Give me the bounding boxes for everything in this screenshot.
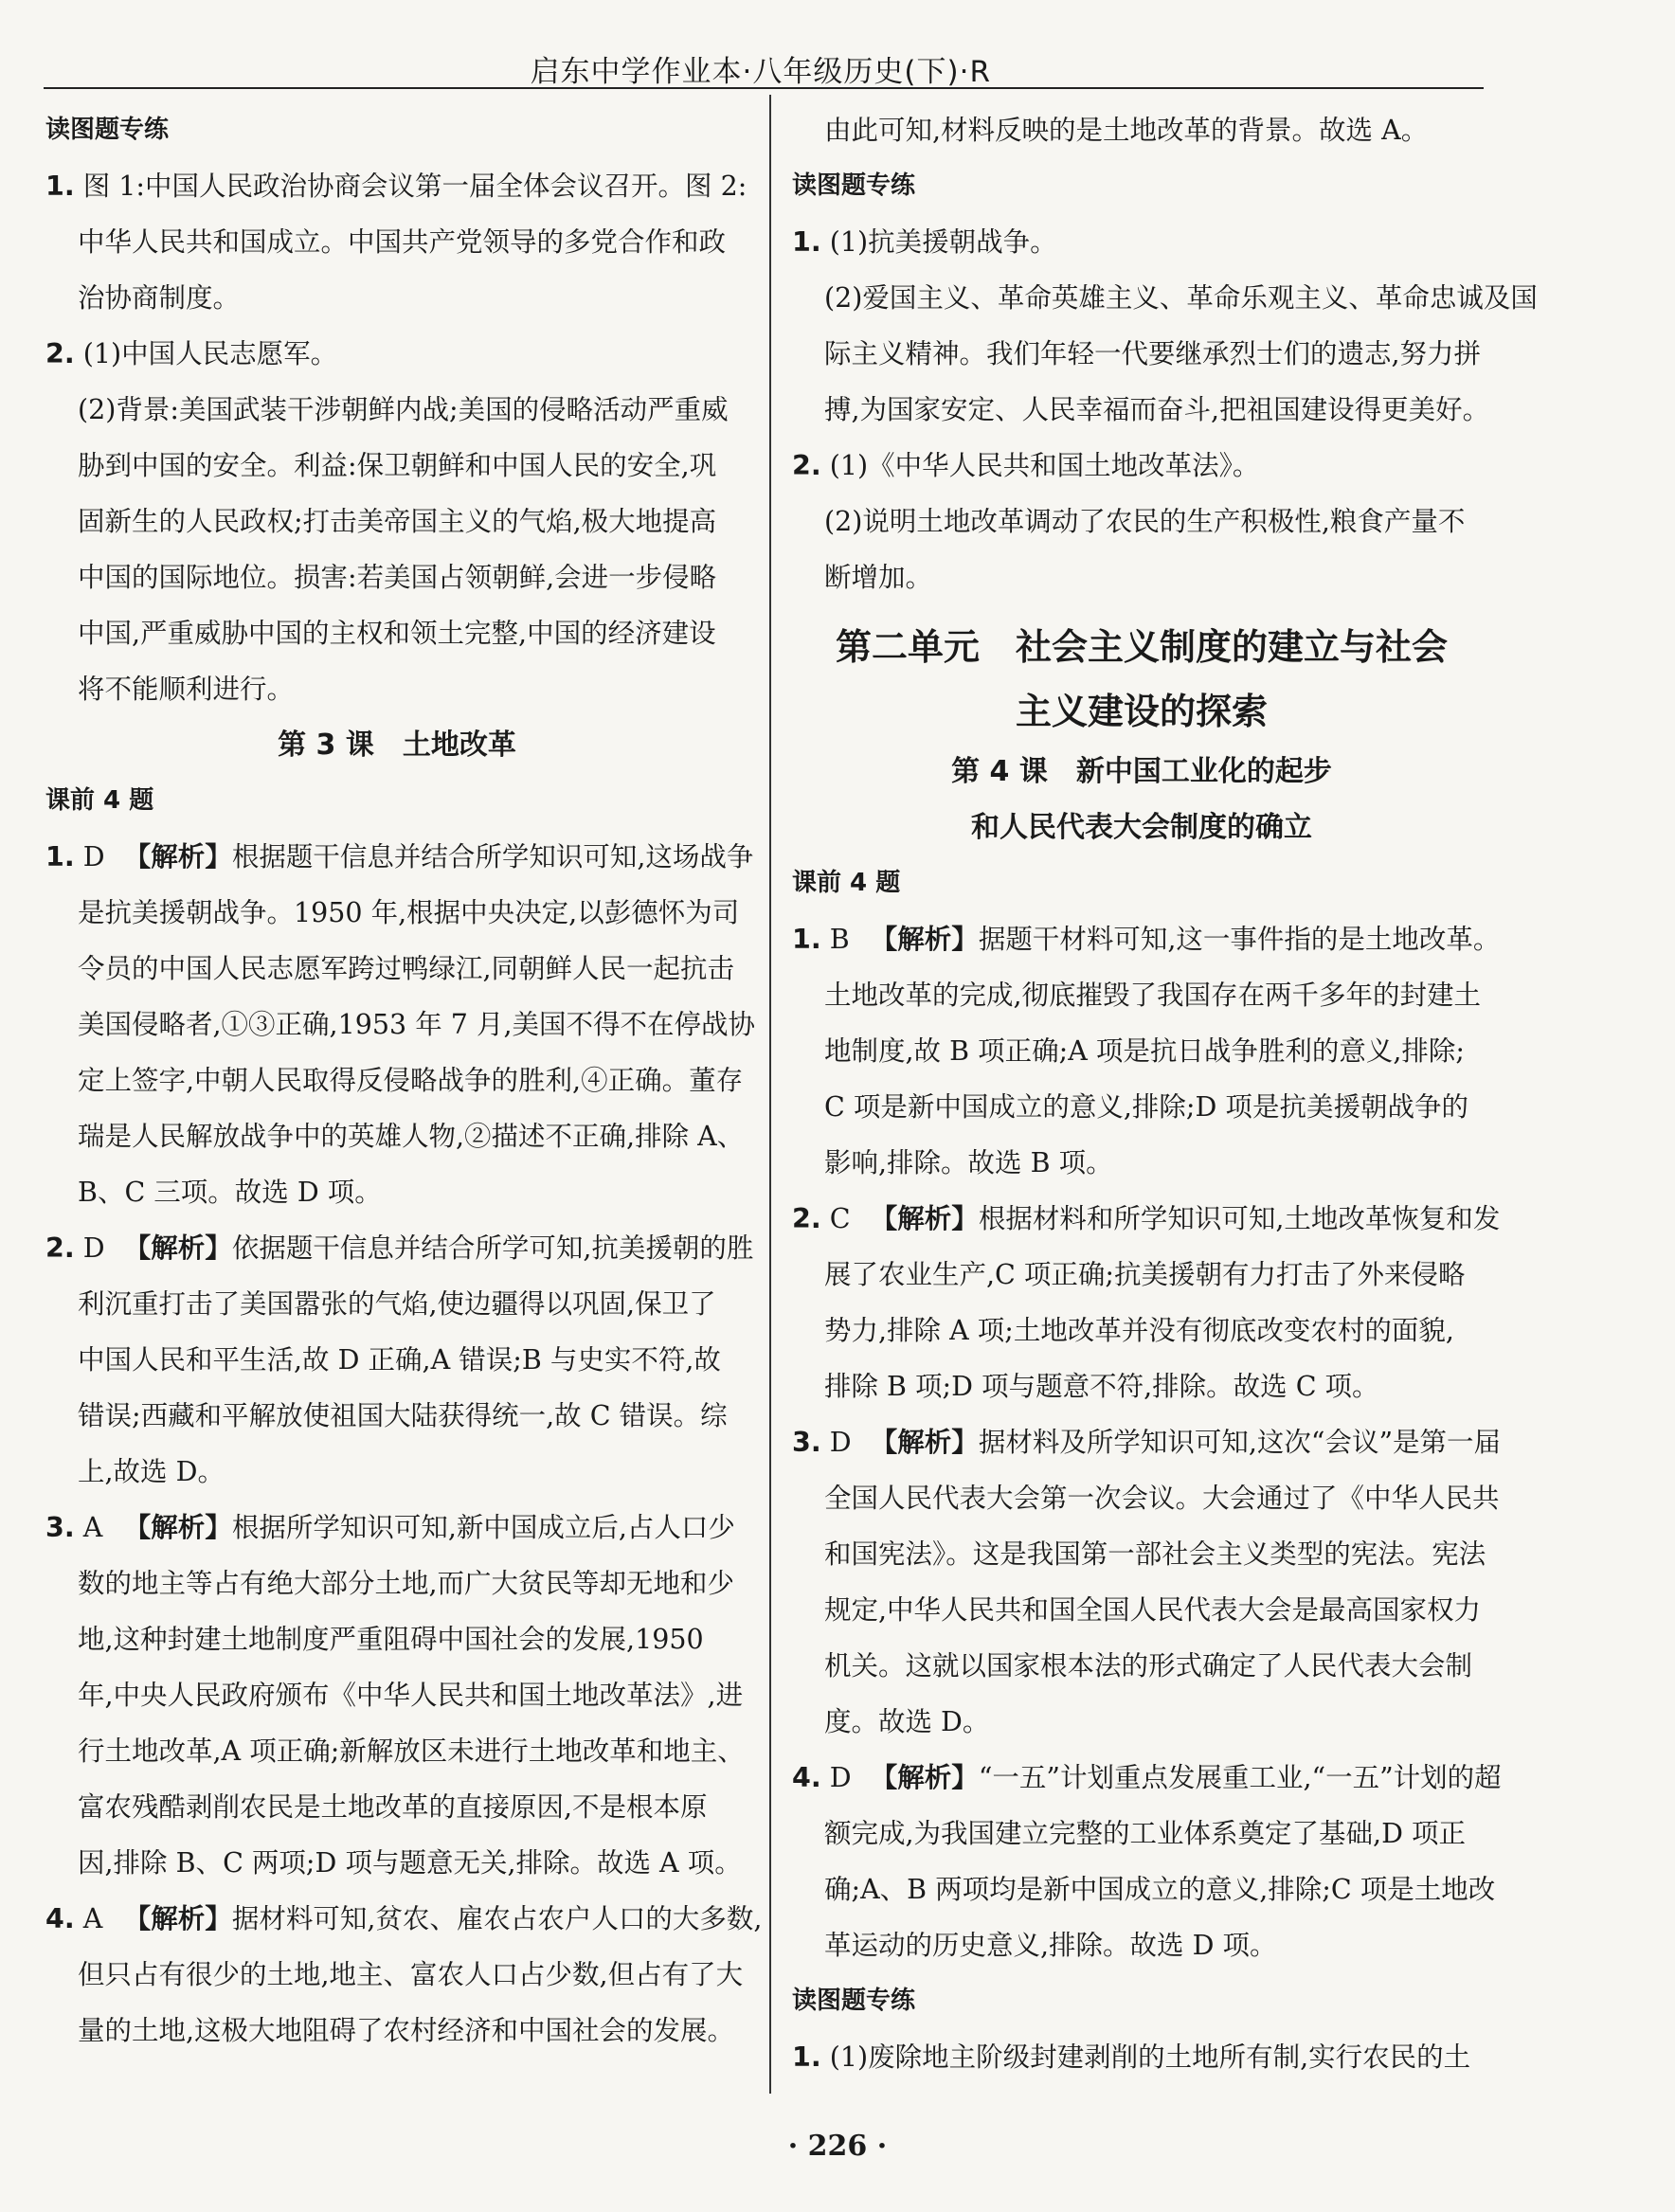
text-line: 排除 B 项;D 项与题意不符,排除。故选 C 项。: [824, 1371, 1379, 1402]
text-line: 据题干材料可知,这一事件指的是土地改革。: [978, 924, 1501, 955]
running-header: [44, 44, 1484, 89]
text-line: 机关。这就以国家根本法的形式确定了人民代表大会制: [824, 1650, 1473, 1681]
text-line: 胁到中国的安全。利益:保卫朝鲜和中国人民的安全,巩: [78, 450, 717, 481]
text-line: 地制度,故 B 项正确;A 项是抗日战争胜利的意义,排除;: [824, 1035, 1466, 1067]
text-line: 据材料及所学知识可知,这次“会议”是第一届: [978, 1427, 1502, 1458]
analysis-tag: 【解析】: [870, 1762, 979, 1793]
text-line: 据材料可知,贫农、雇农占农户人口的大多数,: [231, 1903, 763, 1934]
text-line: (2)背景:美国武装干涉朝鲜内战;美国的侵略活动严重威: [78, 394, 729, 425]
text-line: “一五”计划重点发展重工业,“一五”计划的超: [978, 1762, 1502, 1793]
text-line: (2)爱国主义、革命英雄主义、革命乐观主义、革命忠诚及国: [824, 282, 1538, 314]
unit-title-cont: 主义建设的探索: [1015, 691, 1268, 732]
question-item: [45, 326, 748, 717]
text-line: (2)说明土地改革调动了农民的生产积极性,粮食产量不: [824, 506, 1466, 537]
item-number: 4.: [792, 1762, 821, 1793]
item-number: 3.: [45, 1512, 75, 1543]
text-line: 数的地主等占有绝大部分土地,而广大贫民等却无地和少: [78, 1568, 735, 1599]
left-column: [45, 102, 763, 2059]
text-line: 量的土地,这极大地阻碍了农村经济和中国社会的发展。: [78, 2015, 735, 2046]
item-number: 1.: [792, 2041, 821, 2073]
text-line: (1)《中华人民共和国土地改革法》。: [829, 450, 1260, 481]
answer-letter: D: [82, 841, 105, 872]
text-line: (1)中国人民志愿军。: [82, 338, 338, 369]
section-label: 读图题专练: [792, 171, 916, 200]
unit-title: 第二单元 社会主义制度的建立与社会: [835, 626, 1448, 668]
item-number: 3.: [792, 1427, 821, 1458]
text-line: (1)抗美援朝战争。: [829, 226, 1057, 258]
analysis-tag: 【解析】: [123, 1903, 232, 1934]
text-line: 上,故选 D。: [78, 1456, 225, 1487]
analysis-tag: 【解析】: [123, 1512, 232, 1543]
text-line: 影响,排除。故选 B 项。: [824, 1147, 1113, 1178]
lesson-title: 第 4 课 新中国工业化的起步: [951, 755, 1332, 788]
text-line: 展了农业生产,C 项正确;抗美援朝有力打击了外来侵略: [824, 1259, 1466, 1290]
text-line: 年,中央人民政府颁布《中华人民共和国土地改革法》,进: [78, 1680, 744, 1711]
text-line: 势力,排除 A 项;土地改革并没有彻底改变农村的面貌,: [824, 1315, 1454, 1346]
item-number: 2.: [45, 338, 75, 369]
lesson-subtitle: 和人民代表大会制度的确立: [971, 811, 1312, 844]
section-label: 读图题专练: [45, 116, 170, 144]
item-number: 2.: [792, 1203, 821, 1234]
text-line: (1)废除地主阶级封建剥削的土地所有制,实行农民的土: [829, 2041, 1471, 2073]
answer-item: [792, 911, 1501, 1191]
text-line: 错误;西藏和平解放使祖国大陆获得统一,故 C 错误。综: [78, 1400, 728, 1431]
answer-item: [45, 1500, 748, 1891]
analysis-tag: 【解析】: [123, 841, 232, 872]
text-line: 搏,为国家安定、人民幸福而奋斗,把祖国建设得更美好。: [824, 394, 1490, 425]
text-line: 确;A、B 两项均是新中国成立的意义,排除;C 项是土地改: [824, 1874, 1496, 1905]
text-line: 富农残酷剥削农民是土地改革的直接原因,不是根本原: [78, 1791, 708, 1823]
text-line: 但只占有很少的土地,地主、富农人口占少数,但占有了大: [78, 1959, 744, 1990]
question-item: [45, 158, 748, 326]
text-line: 革运动的历史意义,排除。故选 D 项。: [824, 1930, 1277, 1961]
section-label: 课前 4 题: [792, 869, 901, 897]
text-line: 额完成,为我国建立完整的工业体系奠定了基础,D 项正: [824, 1818, 1467, 1849]
analysis-tag: 【解析】: [123, 1232, 232, 1264]
text-line: 际主义精神。我们年轻一代要继承烈士们的遗志,努力拼: [824, 338, 1482, 369]
question-item: [792, 2029, 1491, 2085]
text-line: B、C 三项。故选 D 项。: [78, 1177, 382, 1208]
text-line: 根据材料和所学知识可知,土地改革恢复和发: [978, 1203, 1501, 1234]
text-line: 和国宪法》。这是我国第一部社会主义类型的宪法。宪法: [824, 1538, 1486, 1570]
text-line: 地,这种封建土地制度严重阻碍中国社会的发展,1950: [78, 1624, 704, 1655]
question-item: [792, 438, 1491, 605]
text-line: 度。故选 D。: [824, 1706, 990, 1737]
answer-letter: B: [829, 924, 850, 955]
text-line: 图 1:中国人民政治协商会议第一届全体会议召开。图 2:: [82, 171, 747, 202]
analysis-tag: 【解析】: [870, 924, 979, 955]
section-label: 读图题专练: [792, 1987, 916, 2015]
text-line: 土地改革的完成,彻底摧毁了我国存在两千多年的封建土: [824, 980, 1482, 1011]
text-line: 因,排除 B、C 两项;D 项与题意无关,排除。故选 A 项。: [78, 1847, 742, 1879]
text-line: 令员的中国人民志愿军跨过鸭绿江,同朝鲜人民一起抗击: [78, 953, 735, 984]
answer-item: [792, 1750, 1502, 1973]
item-number: 1.: [45, 171, 75, 202]
text-line: 固新生的人民政权;打击美帝国主义的气焰,极大地提高: [78, 506, 717, 537]
text-line: 中国的国际地位。损害:若美国占领朝鲜,会进一步侵略: [78, 562, 717, 593]
text-line: 中华人民共和国成立。中国共产党领导的多党合作和政: [78, 226, 727, 258]
answer-letter: A: [82, 1512, 103, 1543]
answer-item: [792, 1191, 1501, 1414]
analysis-tag: 【解析】: [870, 1203, 979, 1234]
text-line: 是抗美援朝战争。1950 年,根据中央决定,以彭德怀为司: [78, 897, 740, 928]
text-line: 依据题干信息并结合所学可知,抗美援朝的胜: [231, 1232, 754, 1264]
text-line: 全国人民代表大会第一次会议。大会通过了《中华人民共: [824, 1483, 1500, 1514]
text-line: 中国,严重威胁中国的主权和领土完整,中国的经济建设: [78, 618, 716, 649]
answer-letter: D: [829, 1427, 852, 1458]
item-number: 4.: [45, 1903, 75, 1934]
page-number: · 226 ·: [787, 2130, 888, 2163]
answer-item: [792, 1414, 1502, 1750]
text-line: 利沉重打击了美国嚣张的气焰,使边疆得以巩固,保卫了: [78, 1288, 716, 1320]
question-item: [792, 214, 1538, 438]
text-line: 中国人民和平生活,故 D 正确,A 错误;B 与史实不符,故: [78, 1344, 721, 1376]
text-line: 美国侵略者,①③正确,1953 年 7 月,美国不得不在停战协: [78, 1009, 756, 1040]
item-number: 1.: [792, 924, 821, 955]
header-title: 启东中学作业本·八年级历史(下)·R: [530, 55, 991, 89]
text-line: 将不能顺利进行。: [78, 674, 295, 705]
right-column: [792, 102, 1538, 2085]
item-number: 2.: [45, 1232, 75, 1264]
answer-item: [45, 1220, 754, 1500]
text-line: 治协商制度。: [78, 282, 241, 314]
text-line: 瑞是人民解放战争中的英雄人物,②描述不正确,排除 A、: [78, 1121, 745, 1152]
item-number: 1.: [45, 841, 75, 872]
text-line: 根据所学知识可知,新中国成立后,占人口少: [231, 1512, 735, 1543]
lesson-title: 第 3 课 土地改革: [278, 728, 516, 762]
text-line: 定上签字,中朝人民取得反侵略战争的胜利,④正确。董存: [78, 1065, 744, 1096]
text-line: 规定,中华人民共和国全国人民代表大会是最高国家权力: [824, 1594, 1482, 1626]
text-line: 行土地改革,A 项正确;新解放区未进行土地改革和地主、: [78, 1735, 745, 1767]
text-line: 根据题干信息并结合所学知识可知,这场战争: [231, 841, 754, 872]
text-line: 断增加。: [824, 562, 933, 593]
answer-letter: D: [829, 1762, 852, 1793]
section-label: 课前 4 题: [45, 786, 154, 815]
answer-letter: A: [82, 1903, 103, 1934]
answer-item: [45, 1891, 763, 2059]
column-divider: [769, 95, 771, 2094]
item-number: 1.: [792, 226, 821, 258]
answer-letter: D: [82, 1232, 105, 1264]
text-line: 由此可知,材料反映的是土地改革的背景。故选 A。: [824, 115, 1429, 146]
analysis-tag: 【解析】: [870, 1427, 979, 1458]
answer-item: [45, 829, 756, 1220]
text-line: C 项是新中国成立的意义,排除;D 项是抗美援朝战争的: [824, 1091, 1468, 1123]
answer-letter: C: [829, 1203, 851, 1234]
item-number: 2.: [792, 450, 821, 481]
